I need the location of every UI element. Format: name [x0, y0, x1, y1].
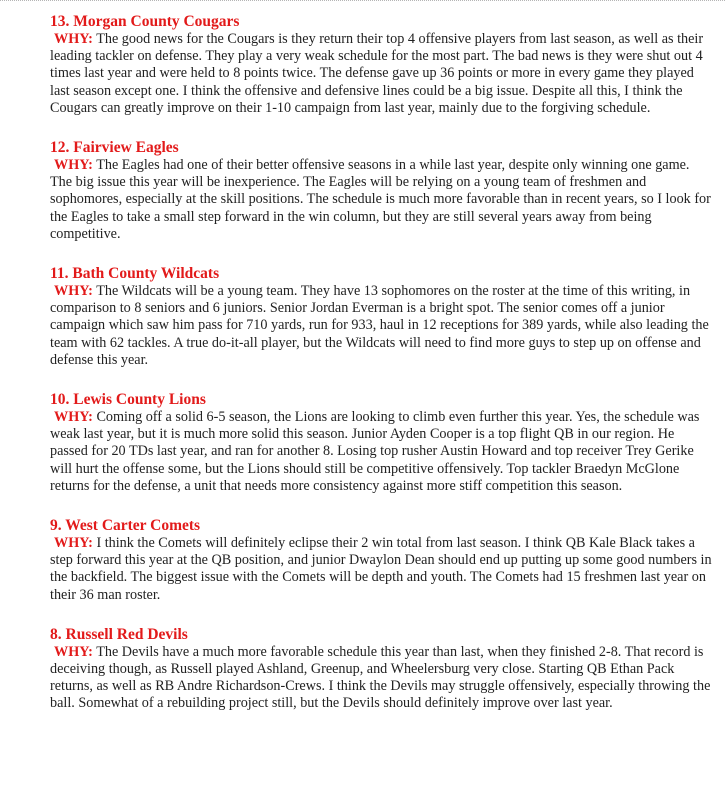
ranking-entry-13 [50, 13, 712, 117]
entry-description [50, 409, 712, 495]
why-label: WHY: [54, 643, 93, 660]
team-title: 10. Lewis County Lions [50, 391, 206, 409]
team-title: 11. Bath County Wildcats [50, 265, 220, 283]
why-label: WHY: [54, 157, 93, 174]
entry-description [50, 157, 712, 243]
why-label: WHY: [54, 283, 93, 300]
ranking-entry-9 [50, 517, 712, 604]
entry-text: The Wildcats will be a young team. They have 13 sophomores on the roster at the time of this writing, in comparison to 8 seniors and 6 juniors. Senior Jordan Everman is a bright spot. The senior comes off a junior campaign which saw him pass for 710 yards, run for 933, haul in 12 receptions for 389 yards, while also leading the team with 62 tackles. A true do-it-all player, but the Wildcats will need to find more guys to step up on offense and defense this year. [50, 283, 709, 368]
ranking-entry-10 [50, 391, 712, 495]
team-title: 12. Fairview Eagles [50, 139, 179, 157]
top-dotted-border [0, 0, 725, 1]
entry-text: I think the Comets will definitely eclipse their 2 win total from last season. I think QB Kale Black takes a step forward this year at the QB position, and junior Dwaylon Dean should end up putting up some good numbers in the backfield. The biggest issue with the Comets will be depth and youth. The Comets had 15 freshmen last year on their 36 man roster. [50, 535, 712, 603]
entry-text: Coming off a solid 6-5 season, the Lions are looking to climb even further this year. Yes, the schedule was weak last year, but it is much more solid this season. Junior Ayden Cooper is a top flight QB in our region. He passed for 20 TDs last year, and ran for another 8. Losing top rusher Austin Howard and top receiver Trey Gerike will hurt the offense some, but the Lions should still be competitive offensively. Top tackler Braedyn McGlone returns for the defense, a unit that needs more consistency against more stiff competition this season. [50, 409, 700, 494]
ranking-entry-8 [50, 626, 712, 713]
why-label: WHY: [54, 31, 93, 47]
entry-description [50, 644, 712, 713]
entry-description [50, 535, 712, 604]
team-title: 9. West Carter Comets [50, 517, 201, 535]
why-label: WHY: [54, 409, 93, 426]
article-body [50, 13, 712, 735]
entry-text: The Devils have a much more favorable schedule this year than last, when they finished 2-8. That record is deceiving though, as Russell played Ashland, Greenup, and Wheelersburg very close. Starting QB Ethan Pack returns, as well as RB Andre Richardson-Crews. I think the Devils may struggle offensively, especially throwing the ball. Somewhat of a rebuilding project still, but the Devils should definitely improve over last year. [50, 643, 711, 712]
entry-description [50, 31, 712, 117]
entry-text: The Eagles had one of their better offensive seasons in a while last year, despite only winning one game. The big issue this year will be inexperience. The Eagles will be relying on a young team of freshmen and sophomores, especially at the skill positions. The schedule is much more favorable than in recent years, so I look for the Eagles to take a small step forward in the win column, but they are still several years away from being competitive. [50, 157, 711, 242]
entry-text: The good news for the Cougars is they return their top 4 offensive players from last season, as well as their leading tackler on defense. They play a very weak schedule for the most part. The bad news is they were shut out 4 times last year and were held to 8 points twice. The defense gave up 36 points or more in every game they played last season except one. I think the offensive and defensive lines could be a big issue. Despite all this, I think the Cougars can greatly improve on their 1-10 campaign from last year, mainly due to the forgiving schedule. [50, 31, 704, 116]
ranking-entry-12 [50, 139, 712, 243]
why-label: WHY: [54, 535, 93, 552]
entry-description [50, 283, 712, 369]
team-title: 8. Russell Red Devils [50, 625, 188, 643]
team-title: 13. Morgan County Cougars [50, 13, 240, 30]
ranking-entry-11 [50, 265, 712, 369]
